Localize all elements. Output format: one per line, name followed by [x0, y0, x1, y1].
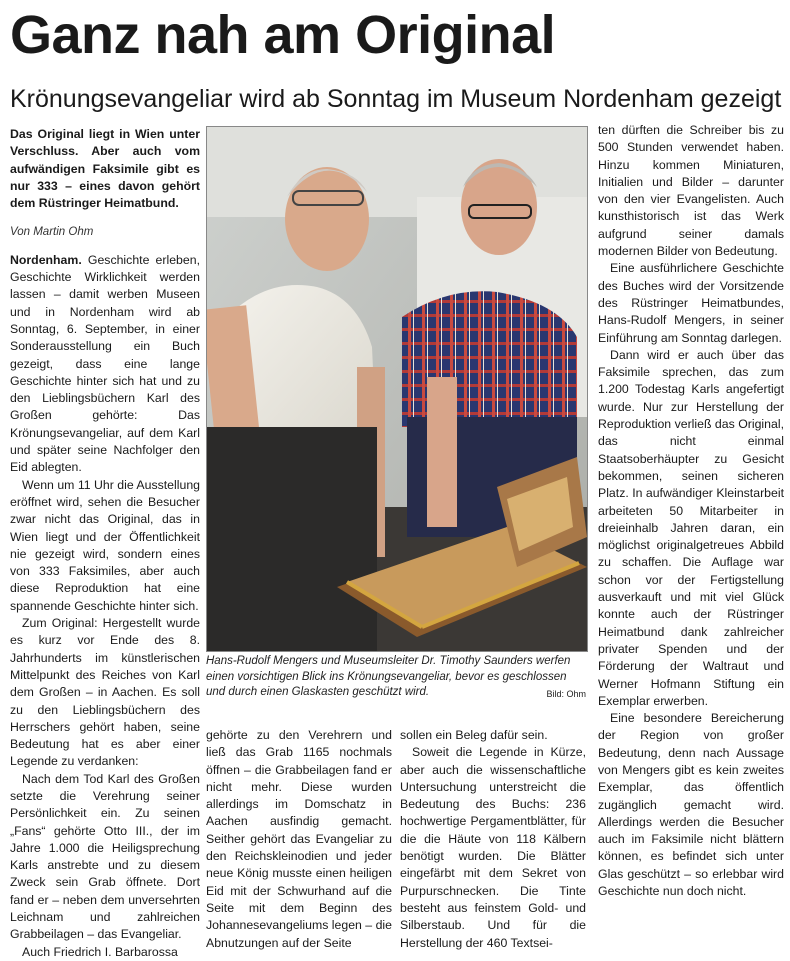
body-paragraph: Eine ausführlichere Geschichte des Buches wird der Vorsitzende des Rüstringer Heimatbundes, Hans-Rudolf Mengers, in seiner Einführung am Sonntag darlegen.	[598, 261, 784, 345]
photo-illustration	[207, 127, 587, 651]
column-1	[10, 126, 200, 961]
column-3	[400, 727, 586, 952]
body-paragraph: Nach dem Tod Karl des Großen setzte die Verehrung seiner Persönlichkeit ein. Zu seinen „Fans“ gehörte Otto III., der im Jahre 1.000 die Heiligsprechung Karls anstrebte und zu diesem Zweck sein Grab öffnete. Dort fand er – neben dem unversehrten Leichnam und zahlreichen Grabbeilagen – das Evangeliar.	[10, 771, 200, 942]
article-photo	[206, 126, 588, 652]
photo-caption	[206, 654, 586, 703]
column-2	[206, 727, 392, 952]
body-paragraph: sollen ein Beleg dafür sein.	[400, 728, 548, 742]
body-paragraph	[10, 252, 200, 477]
body-paragraph: gehörte zu den Verehrern und ließ das Grab 1165 nochmals öffnen – die Grabbeilagen fand er nicht mehr. Diese wurden allerdings im Domschatz in Aachen ausfindig gemacht. Seither gehört das Evangeliar zu den Reichskleinodien und jeder neue König musste einen heiligen Eid mit der Schwurhand auf die Seite mit dem Beginn des Johannesevangeliums legen – die Abnutzungen auf der Seite	[206, 728, 392, 950]
photo-credit: Bild: Ohm	[546, 689, 586, 699]
body-paragraph: Wenn um 11 Uhr die Ausstellung eröffnet wird, sehen die Besucher zwar nicht das Original, das in Wien liegt und der Öffentlichkeit nie gezeigt wird, sondern eines von 333 Faksimiles, aber auch diese Reproduktion hat eine spannende Geschichte hinter sich.	[10, 477, 200, 613]
body-paragraph: Dann wird er auch über das Faksimile sprechen, das zum 1.200 Todestag Karls angefertigt wurde. Nur zur Herstellung der Reproduktion verließ das Original, das nicht einmal Staatsoberhäupter zu Gesicht bekommen, seinen sicheren Platz. In aufwändiger Kleinstarbeit arbeiteten 50 Mitarbeiter in dreieinhalb Jahren daran, ein möglichst originalgetreues Abbild zu schaffen. Die Auflage war schon vor der Fertigstellung ausverkauft und mit viel Glück konnte auch der Rüstringer Heimatbund dank zahlreicher privater Spenden und der Förderung der Waltraut und Werner Hofmann Stiftung ein Exemplar erwerben.	[598, 347, 784, 708]
column-4	[598, 122, 784, 900]
subheadline: Krönungsevangeliar wird ab Sonntag im Museum Nordenham gezeigt	[10, 85, 782, 113]
body-paragraph: ten dürften die Schreiber bis zu 500 Stunden verwendet haben. Hinzu kommen Miniaturen, Initialien und Bilder – darunter von den vier Evangelisten. Auch kunsthistorisch ist das Werk aufgrund seiner damals modernen Bilder von Bedeutung.	[598, 123, 784, 259]
byline: Von Martin Ohm	[10, 226, 94, 239]
body-paragraph: Auch Friedrich I. Barbarossa	[22, 944, 178, 959]
dateline: Nordenham.	[10, 252, 82, 267]
body-paragraph: Zum Original: Hergestellt wurde es kurz vor Ende des 8. Jahrhunderts im künstlerischen Mittelpunkt des Reiches von Karl dem Großen – in Aachen. Es soll zu den Lieblingsbüchern des Herrschers gehört haben, seine Bedeutung hat es aber einer Legende zu verdanken:	[10, 616, 200, 769]
caption-text: Hans-Rudolf Mengers und Museumsleiter Dr. Timothy Saunders werfen einen vorsichtigen Blick ins Krönungsevangeliar, bevor es geschlossen und durch einen Glaskasten geschützt wird.	[206, 655, 571, 698]
headline: Ganz nah am Original	[10, 5, 556, 65]
body-paragraph: Soweit die Legende in Kürze, aber auch die wissenschaftliche Untersuchung unterstreicht die Bedeutung des Buchs: 236 hochwertige Pergamentblätter, für die die Häute von 118 Kälbern benötigt wurden. Die Blätter eingefärbt mit dem Sekret von Purpurschnecken. Die Tinte besteht aus feinstem Gold- und Silberstaub. Und für die Herstellung der 460 Textsei-	[400, 745, 586, 950]
body-text: Geschichte erleben, Geschichte Wirklichkeit werden lassen – damit werben Museen und in Nordenham wird ab Sonntag, 6. September, in einer Sonderausstellung ein Buch gezeigt, dass eine lange Geschichte hinter sich hat und zu den Lieblingsbüchern Karl des Großen gehörte: Das Krönungsevangeliar, auf dem Karl und später seine Nachfolger den Eid ablegten.	[10, 252, 200, 475]
body-paragraph: Eine besondere Bereicherung der Region von großer Bedeutung, denn nach Aussage von Mengers gibt es kein zweites Exemplar, das öffentlich zugänglich gemacht wird. Allerdings werden die Besucher auch im Faksimile nicht blättern können, es befindet sich unter Glas geschützt – so erlebbar wird Geschichte nun doch nicht.	[598, 711, 784, 899]
lead-text: Das Original liegt in Wien unter Verschluss. Aber auch vom aufwändigen Faksimile gibt es nur 333 – eines davon gehört dem Rüstringer Heimatbund.	[10, 127, 200, 211]
